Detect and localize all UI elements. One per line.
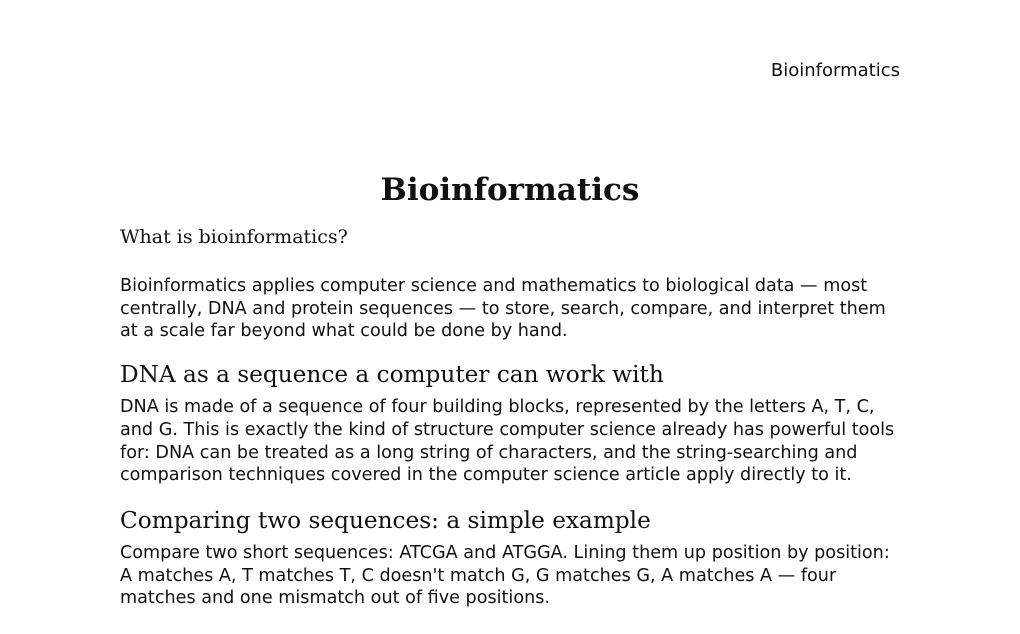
page-subtitle: What is bioinformatics? bbox=[120, 226, 348, 248]
intro-paragraph: Bioinformatics applies computer science and mathematics to biological data — most centrally, DNA and protein sequences — to store, search, compare, and interpret them at a scale far beyond what could be done by hand. bbox=[120, 276, 886, 342]
section-dna-sequence bbox=[120, 360, 900, 487]
article-body bbox=[120, 170, 900, 629]
running-header: Bioinformatics bbox=[770, 60, 900, 81]
page-title: Bioinformatics bbox=[380, 172, 640, 208]
section-heading: Comparing two sequences: a simple example bbox=[120, 506, 651, 534]
section-comparing-sequences bbox=[120, 506, 900, 610]
section-paragraph: Compare two short sequences: ATCGA and ATGGA. Lining them up position by position: A matches A, T matches T, C doesn't match G, G matches G, A matches A — four matches and one mismatch out of five positions. bbox=[120, 542, 890, 609]
section-heading: DNA as a sequence a computer can work with bbox=[120, 361, 664, 389]
section-paragraph: DNA is made of a sequence of four building blocks, represented by the letters A, T, C, and G. This is exactly the kind of structure computer science already has powerful tools for: DNA can be treated as a long string of characters, and the string-searching and comparison techniques covered in the computer science article apply directly to it. bbox=[120, 397, 895, 486]
